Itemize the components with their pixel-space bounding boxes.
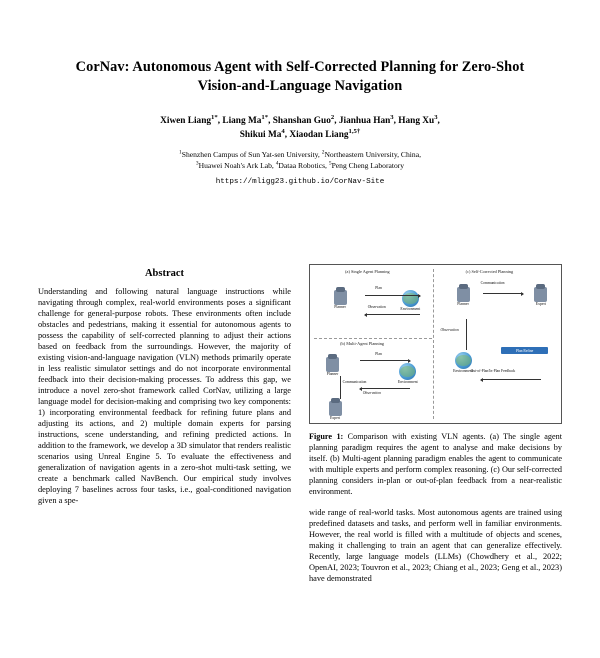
figure-b-plan-arrow	[360, 360, 410, 361]
figure-c-feedback-arrow	[481, 379, 541, 380]
figure-c-communication-label: Communication	[480, 280, 505, 285]
figure-b-expert: Expert	[320, 401, 350, 420]
figure-b-communication-label: Communication	[342, 380, 367, 385]
figure-b-planner: Planner	[318, 357, 348, 376]
figure-a-plan-arrow	[365, 295, 420, 296]
globe-icon	[455, 352, 472, 369]
figure-c-planner: Planner	[448, 287, 478, 306]
right-column-paragraph: wide range of real-world tasks. Most autonomous agents are trained using predefined datasets and tasks, and perform well in familiar environments. However, the real world is filled with a multitude of objects and scenes, making it challenging to train an agent that can generalize effectively. Recently, large language models (LLMs) (Chowdhery et al., 2022; OpenAI, 2023; Touvron et al., 2023; Chiang et al., 2023; Geng et al., 2023) have demonstrated	[309, 508, 562, 584]
figure-a-observation-label: Observation	[367, 304, 386, 309]
figure-panel-b-label: (b) Multi-Agent Planning	[340, 340, 385, 346]
author-list	[60, 115, 540, 143]
figure-caption-label: Figure 1:	[309, 432, 344, 441]
figure-panel-a-label: (a) Single Agent Planning	[345, 269, 390, 274]
figure-divider-horizontal	[314, 338, 432, 339]
two-column-body	[38, 262, 562, 652]
figure-a-environment: Environment	[395, 290, 425, 311]
globe-icon	[399, 363, 416, 380]
figure-c-observation-label: Observation	[440, 328, 459, 333]
affiliation-line-1: $^1$Shenzhen Campus of Sun Yat-sen University, $^2$Northeastern University, China,	[179, 149, 421, 160]
right-column	[309, 262, 562, 652]
figure-c-plan-refine-box: Plan Refine	[501, 347, 549, 354]
figure-a-plan-label: Plan	[375, 285, 382, 290]
robot-icon	[329, 401, 342, 416]
figure-1-caption	[309, 432, 562, 497]
figure-c-environment: Environment	[448, 352, 478, 373]
paper-page	[0, 58, 600, 658]
robot-icon	[326, 357, 339, 372]
figure-c-expert: Expert	[526, 287, 556, 306]
figure-b-observation-label: Observation	[362, 391, 381, 396]
project-url[interactable]: https://mligg23.github.io/CorNav-Site	[215, 178, 385, 187]
globe-icon	[402, 290, 419, 307]
robot-icon	[457, 287, 470, 302]
author-line-1: Xiwen Liang$^{1*}$, Liang $Ma^{1*}$, Shanshan Guo$^2$, Jianhua Han$^3$, Hang Xu$^3$,	[160, 113, 440, 126]
page-title: CorNav: Autonomous Agent with Self-Corrected Planning for Zero-Shot Vision-and-Language Navigation	[75, 59, 525, 95]
figure-a-planner: Planner	[325, 290, 355, 309]
author-line-2: Shikui Ma$^4$, Xiaodan Liang$^{1,5\dagger}$	[239, 127, 361, 140]
figure-a-observation-arrow	[365, 314, 420, 315]
figure-c-communication-arrow	[483, 293, 523, 294]
figure-caption-text: Comparison with existing VLN agents. (a) The single agent planning paradigm requires the agent to analyse and make decisions by itself. (b) Multi-agent planning paradigm enables the agent to communicate with multiple experts and perform complex reasoning. (c) Our self-corrected planning considers in-plan or out-of-plan feedback from a near-realistic environment.	[309, 432, 562, 496]
figure-b-comm-line	[340, 376, 341, 400]
figure-c-observation-line	[466, 319, 467, 351]
robot-icon	[334, 290, 347, 305]
figure-b-plan-label: Plan	[375, 351, 382, 356]
figure-c-feedback-label: Out-of-Plan/In-Plan Feedback	[470, 369, 516, 374]
figure-b-environment: Environment	[393, 363, 423, 384]
affiliation-line-2: $^3$Huawei Noah's Ark Lab, $^4$Dataa Robotics, $^5$Peng Cheng Laboratory	[195, 160, 405, 171]
figure-1-image	[309, 264, 562, 424]
robot-icon	[534, 287, 547, 302]
figure-panel-c-label: (c) Self-Corrected Planning	[465, 269, 514, 274]
abstract-heading: Abstract	[144, 268, 185, 279]
figure-divider-vertical	[433, 269, 434, 419]
affiliations	[48, 149, 552, 171]
left-column	[38, 262, 291, 652]
abstract-paragraph: Understanding and following natural language instructions while navigating through complex, real-world environments poses a significant challenge for general-purpose robots. These environments often include obstacles and pedestrians, making it essential for autonomous agents to possess the capability of self-corrected planning to adjust their actions based on feedback from the surroundings. However, the majority of existing vision-and-language navigation (VLN) methods primarily operate in less realistic simulator settings and do not incorporate environmental feedback into their decision-making processes. To address this gap, we introduce a novel zero-shot framework called CorNav, utilizing a large language model for decision-making and comprising two key components: 1) incorporating environmental feedback for refining future plans and adjusting its actions, and 2) multiple domain experts for parsing instructions, scene understanding, and refining predicted actions. In addition to the framework, we develop a 3D simulator that renders realistic scenarios using Unreal Engine 5. To evaluate the effectiveness and generalization of navigation agents in a zero-shot multi-task setting, we create a benchmark called NavBench. Our empirical study involves deploying 7 baselines across four tasks, i.e., goal-conditioned navigation given a spe-	[38, 287, 291, 505]
figure-b-observation-arrow	[360, 388, 410, 389]
